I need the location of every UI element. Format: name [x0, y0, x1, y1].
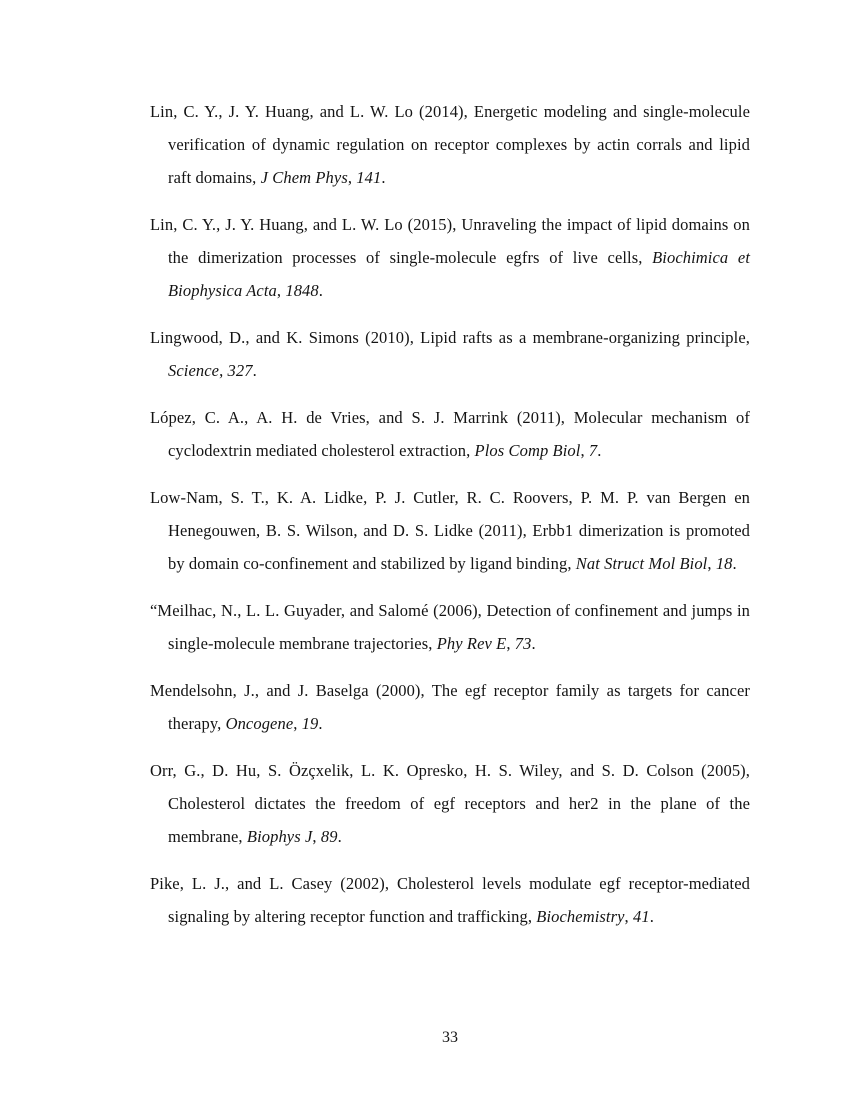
- reference-text: “Meilhac, N., L. L. Guyader, and Salomé (2006), Detection of confinement and jumps in single-molecule membrane trajectories,: [150, 601, 750, 653]
- reference-italic-text: 327: [227, 361, 253, 380]
- reference-italic-text: Plos Comp Biol: [474, 441, 581, 460]
- reference-italic-text: 1848: [285, 281, 319, 300]
- reference-text: .: [649, 907, 654, 926]
- references-list: [150, 95, 750, 947]
- reference-text: Pike, L. J., and L. Casey (2002), Cholesterol levels modulate egf receptor-mediated signaling by altering receptor function and trafficking,: [150, 874, 750, 926]
- reference-text: ,: [293, 714, 302, 733]
- reference-text: ,: [506, 634, 515, 653]
- reference-text: .: [597, 441, 602, 460]
- reference-entry: [150, 674, 750, 740]
- reference-italic-text: 73: [514, 634, 532, 653]
- reference-text: Orr, G., D. Hu, S. Özçxelik, L. K. Opresko, H. S. Wiley, and S. D. Colson (2005), Cholesterol dictates the freedom of egf receptors and her2 in the plane of the membrane,: [150, 761, 750, 846]
- page-number: 33: [442, 1029, 458, 1046]
- reference-entry: [150, 321, 750, 387]
- reference-text: .: [732, 554, 737, 573]
- reference-italic-text: 141: [356, 168, 382, 187]
- reference-entry: [150, 95, 750, 194]
- reference-entry: [150, 867, 750, 933]
- reference-entry: [150, 401, 750, 467]
- reference-text: ,: [580, 441, 589, 460]
- reference-text: ,: [707, 554, 716, 573]
- reference-text: Lin, C. Y., J. Y. Huang, and L. W. Lo (2015), Unraveling the impact of lipid domains on the dimerization processes of single-molecule egfrs of live cells,: [150, 215, 750, 267]
- reference-text: ,: [312, 827, 321, 846]
- reference-italic-text: 7: [588, 441, 598, 460]
- reference-text: ,: [219, 361, 228, 380]
- reference-text: ,: [276, 281, 286, 300]
- reference-text: Lin, C. Y., J. Y. Huang, and L. W. Lo (2014), Energetic modeling and single-molecule verification of dynamic regulation on receptor complexes by actin corrals and lipid raft domains,: [150, 102, 750, 187]
- reference-entry: [150, 208, 750, 307]
- reference-italic-text: Biochemistry: [536, 907, 625, 926]
- reference-entry: [150, 481, 750, 580]
- reference-text: Lingwood, D., and K. Simons (2010), Lipid rafts as a membrane-organizing principle,: [150, 328, 750, 347]
- reference-italic-text: 19: [301, 714, 319, 733]
- reference-italic-text: 41: [633, 907, 650, 926]
- reference-text: .: [318, 281, 323, 300]
- reference-italic-text: 89: [320, 827, 338, 846]
- reference-italic-text: Science: [168, 361, 220, 380]
- reference-italic-text: J Chem Phys: [260, 168, 348, 187]
- reference-italic-text: Oncogene: [225, 714, 294, 733]
- reference-text: .: [531, 634, 536, 653]
- reference-entry: [150, 594, 750, 660]
- reference-text: ,: [347, 168, 357, 187]
- reference-text: .: [381, 168, 386, 187]
- reference-entry: [150, 754, 750, 853]
- reference-text: .: [252, 361, 257, 380]
- reference-text: ,: [624, 907, 633, 926]
- reference-italic-text: Phy Rev E: [436, 634, 507, 653]
- reference-italic-text: Biophys J: [246, 827, 313, 846]
- reference-text: Mendelsohn, J., and J. Baselga (2000), The egf receptor family as targets for cancer therapy,: [150, 681, 750, 733]
- reference-text: Low-Nam, S. T., K. A. Lidke, P. J. Cutler, R. C. Roovers, P. M. P. van Bergen en Henegouwen, B. S. Wilson, and D. S. Lidke (2011), Erbb1 dimerization is promoted by domain co-confinement and stabilized by ligand binding,: [150, 488, 750, 573]
- reference-text: .: [337, 827, 342, 846]
- reference-italic-text: Nat Struct Mol Biol: [575, 554, 708, 573]
- reference-italic-text: 18: [715, 554, 733, 573]
- reference-text: .: [318, 714, 323, 733]
- reference-italic-text: Biochimica et Biophysica Acta: [168, 248, 750, 300]
- reference-text: López, C. A., A. H. de Vries, and S. J. Marrink (2011), Molecular mechanism of cyclodextrin mediated cholesterol extraction,: [150, 408, 750, 460]
